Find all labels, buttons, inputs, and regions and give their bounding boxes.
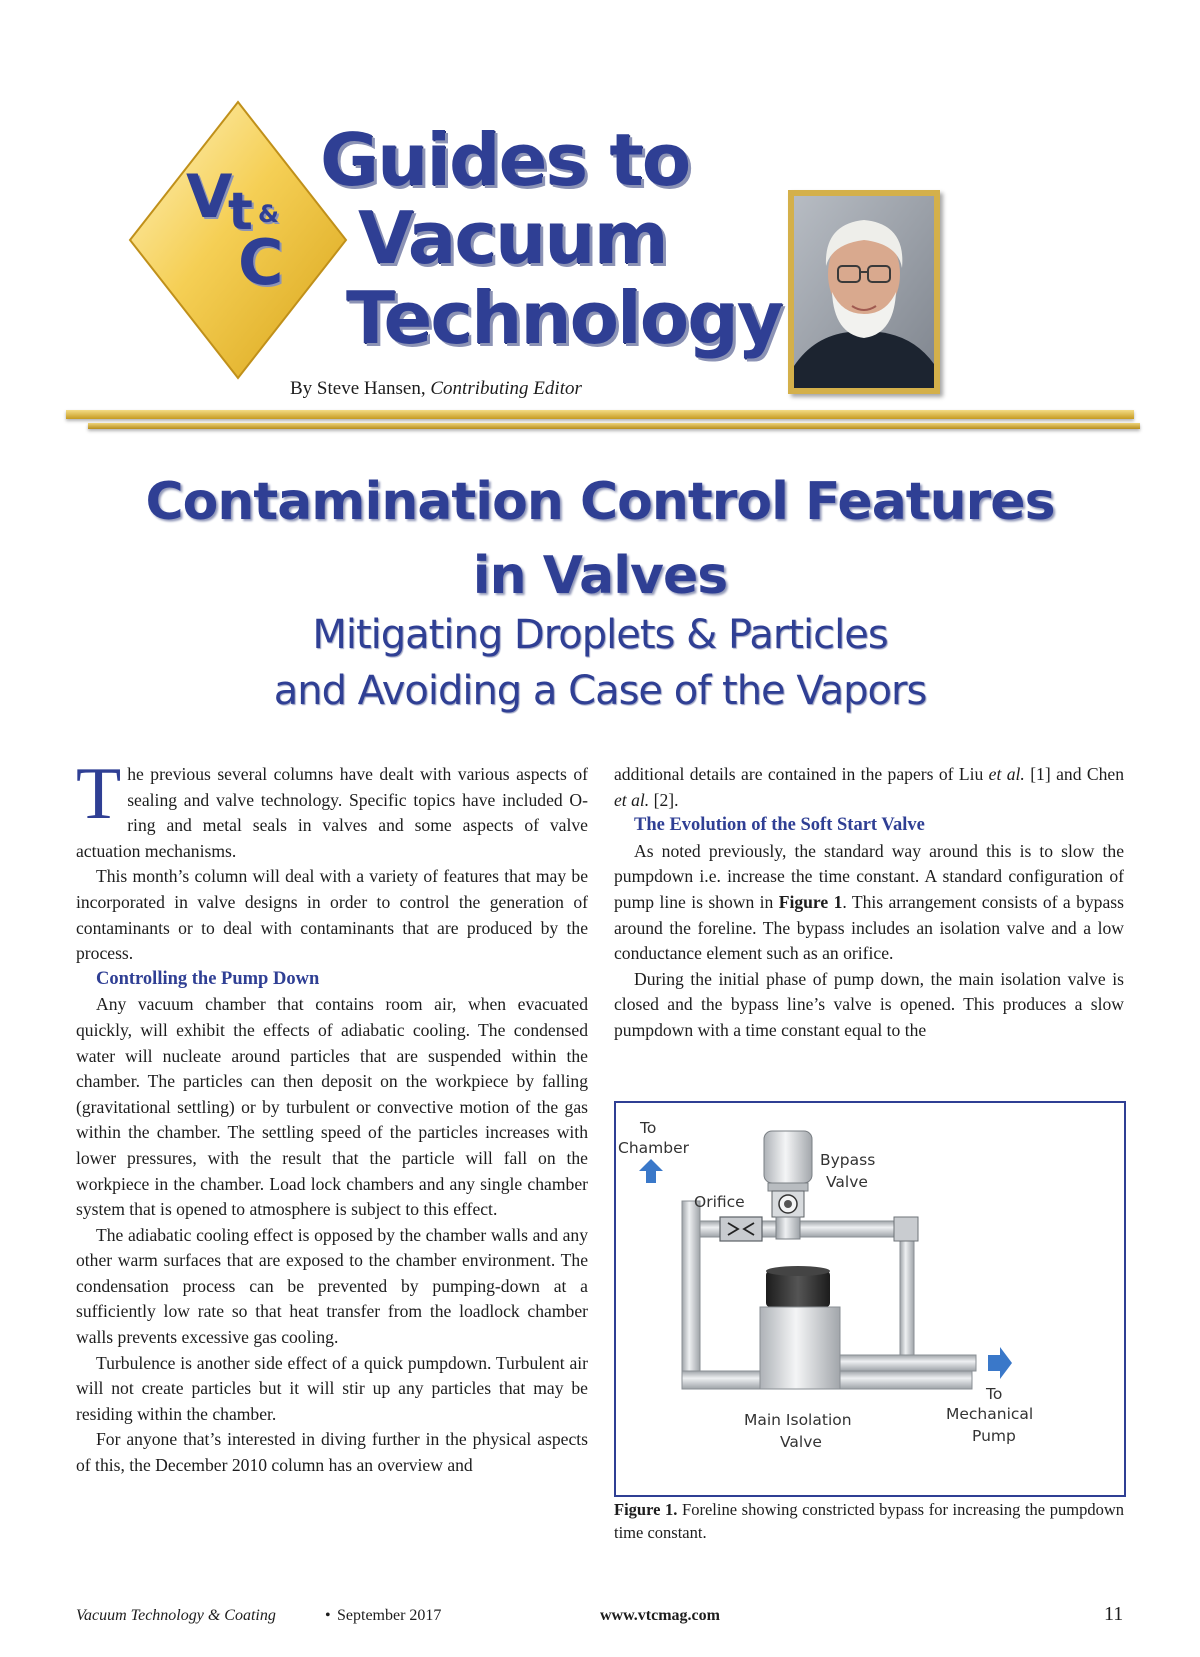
label-main-isolation-2: Valve bbox=[780, 1433, 822, 1451]
text-run-italic: et al. bbox=[614, 789, 650, 810]
logo-letter-c: C bbox=[238, 226, 284, 299]
paragraph-6: For anyone that’s interested in diving further in the physical aspects of this, the December 2010 column has an overview and bbox=[76, 1429, 588, 1476]
drop-cap: T bbox=[76, 753, 122, 835]
footer-date: September 2017 bbox=[337, 1607, 442, 1624]
paragraph-continued bbox=[614, 762, 1124, 813]
article-subtitle-line-1: Mitigating Droplets & Particles bbox=[312, 612, 888, 658]
main-isolation-valve-icon bbox=[760, 1266, 840, 1389]
paragraph-4: The adiabatic cooling effect is opposed by the chamber walls and any other warm surfaces that are exposed to the chamber environment. The condensation process can be prevented by pumping-down at a sufficiently low rate so that heat transfer from the loadlock chamber walls prevents excessive gas cooling. bbox=[76, 1224, 588, 1348]
figure-caption-label: Figure 1. bbox=[614, 1500, 678, 1519]
orifice-icon bbox=[720, 1217, 762, 1241]
text-run: . This arrangement consists of a bypass around the foreline. The bypass includes an isolation valve and a low conductance element such as an orifice. bbox=[614, 891, 1124, 964]
page-number: 11 bbox=[1104, 1603, 1124, 1625]
footer-separator: • bbox=[325, 1607, 331, 1624]
paragraph-intro-text: he previous several columns have dealt with various aspects of sealing and valve technology. Specific topics have included O-ring and metal seals in valves and some aspects of valve actuation mechanisms. bbox=[76, 764, 588, 861]
figure-1-caption bbox=[614, 1498, 1124, 1544]
paragraph-5: Turbulence is another side effect of a quick pumpdown. Turbulent air will not create particles but it will stir up any particles that may be residing within the chamber. bbox=[76, 1352, 588, 1424]
logo-letter-t: t bbox=[228, 182, 253, 242]
arrow-up-icon bbox=[639, 1159, 663, 1183]
vtc-logo-letters bbox=[176, 162, 306, 310]
header-gold-rule-bottom bbox=[88, 423, 1140, 429]
label-bypass-2: Valve bbox=[826, 1173, 868, 1191]
banner-title-line-3: Technology bbox=[346, 276, 782, 360]
text-run-italic: et al. bbox=[988, 764, 1025, 784]
footer-journal-name: Vacuum Technology & Coating bbox=[76, 1607, 276, 1624]
label-to-chamber-1: To bbox=[640, 1119, 657, 1137]
label-to-pump-2: Mechanical bbox=[946, 1405, 1034, 1423]
byline bbox=[290, 378, 582, 400]
banner-title-line-2: Vacuum bbox=[358, 196, 667, 280]
article-subtitle-line-2: and Avoiding a Case of the Vapors bbox=[273, 668, 927, 714]
label-to-pump-3: Pump bbox=[972, 1427, 1016, 1445]
paragraph-soft-start-1 bbox=[614, 839, 1124, 967]
author-portrait bbox=[794, 196, 934, 388]
text-run: [1] and Chen bbox=[1024, 764, 1124, 784]
text-run: [2]. bbox=[649, 789, 679, 810]
logo-letter-amp: & bbox=[258, 200, 279, 228]
bypass-pipe-right-vertical bbox=[900, 1229, 914, 1359]
byline-name: By Steve Hansen, bbox=[290, 378, 426, 399]
paragraph-2: This month’s column will deal with a variety of features that may be incorporated in valve designs in order to control the generation of contaminants or to deal with contaminants that are produced by the process. bbox=[76, 866, 588, 964]
pipe-to-pump bbox=[826, 1355, 976, 1371]
pipe-vertical-left bbox=[682, 1201, 700, 1389]
figure-reference: Figure 1 bbox=[778, 891, 843, 912]
header-gold-rule-top bbox=[66, 410, 1134, 419]
section-heading-pump-down: Controlling the Pump Down bbox=[96, 968, 320, 989]
bypass-elbow bbox=[894, 1217, 918, 1241]
banner-title-line-1: Guides to bbox=[320, 118, 690, 202]
text-run: As noted previously, the standard way around this is to slow the pumpdown i.e. increase the time constant. A standard configuration of pump line is shown in bbox=[614, 840, 1124, 912]
label-orifice: Orifice bbox=[694, 1193, 745, 1211]
paragraph-soft-start-2: During the initial phase of pump down, the main isolation valve is closed and the bypass line’s valve is opened. This produces a slow pumpdown with a time constant equal to the bbox=[614, 968, 1124, 1040]
label-bypass-1: Bypass bbox=[820, 1151, 876, 1169]
logo-letter-v: V bbox=[186, 162, 233, 232]
label-to-chamber-2: Chamber bbox=[618, 1139, 689, 1157]
article-title-line-2: in Valves bbox=[472, 546, 728, 606]
footer-website-link[interactable]: www.vtcmag.com bbox=[600, 1607, 720, 1624]
paragraph-intro bbox=[76, 753, 588, 864]
article-title-line-1: Contamination Control Features bbox=[145, 472, 1055, 532]
right-column bbox=[614, 762, 1124, 1044]
arrow-right-icon bbox=[988, 1347, 1012, 1379]
figure-caption-text: Foreline showing constricted bypass for increasing the pumpdown time constant. bbox=[614, 1500, 1124, 1542]
figure-1-foreline-diagram bbox=[616, 1103, 1124, 1495]
label-main-isolation-1: Main Isolation bbox=[744, 1411, 852, 1429]
section-heading-soft-start: The Evolution of the Soft Start Valve bbox=[634, 815, 925, 836]
paragraph-3: Any vacuum chamber that contains room air, when evacuated quickly, will exhibit the effects of adiabatic cooling. The condensed water will nucleate around particles that are suspended within the chamber. The particles can then deposit on the workpiece by falling (gravitational settling) or by turbulent or convective motion of the gas within the chamber. The settling speed of the particles increases with lower pressures, with the result that the particle will fall on the workpiece in the chamber. Load lock chambers and any single chamber system that is opened to atmosphere is subject to this effect. bbox=[76, 994, 588, 1220]
left-column bbox=[76, 753, 588, 1479]
text-run: additional details are contained in the papers of Liu bbox=[614, 764, 989, 784]
byline-role: Contributing Editor bbox=[430, 378, 582, 399]
label-to-pump-1: To bbox=[986, 1385, 1003, 1403]
